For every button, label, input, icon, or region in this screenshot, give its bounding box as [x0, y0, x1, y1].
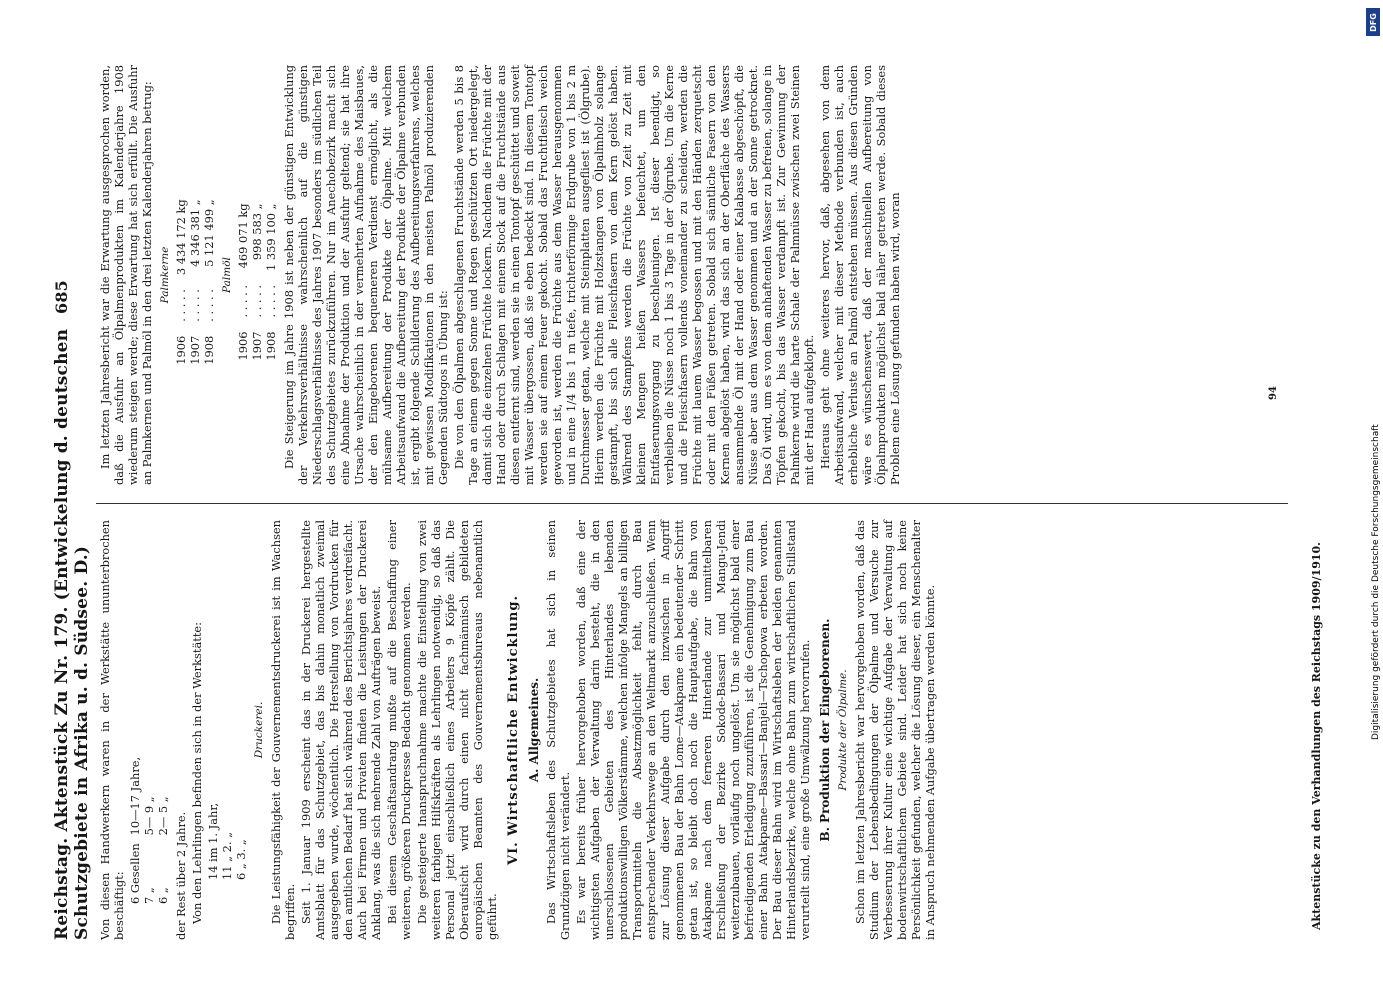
paragraph: Von den Lehrlingen befinden sich in der Werkstätte:	[190, 622, 204, 924]
paragraph: Schon im letzten Jahresbericht war hervorgehoben worden, daß das Studium der Lebensbedingungen der Ölpalme und Versuche zur Verbesserung ihrer Kultur eine wichtige Aufgabe der Verwaltung auf bodenwirtschaftlichem Gebiete sind. Leider hat sich noch keine Persönlichkeit gefunden, welcher die Lösung dieser, ein Menschenalter in Anspruch nehmenden Aufgabe übertragen werden könnte.	[853, 520, 937, 940]
page-number: 685	[52, 280, 71, 314]
palmkerne-table	[174, 185, 216, 364]
list-item: 6 „ 2— 5 „	[156, 796, 170, 904]
header-title: Reichstag. Aktenstück Zu Nr. 179. (Entwickelung d. deutschen Schutzgebiete in Afrika u. d. Südsee. D.)	[52, 328, 92, 940]
paragraph: Von diesen Handwerkern waren in der Werkstätte ununterbrochen beschäftigt:	[98, 520, 126, 940]
subheading-druckerei: Druckerei.	[253, 701, 265, 759]
paragraph: Es war bereits früher hervorgehoben worden, daß eine der wichtigsten Aufgaben der Verwaltung darin besteht, die in den unerschlossenen Gebieten des Hinterlandes lebenden produktionswilligen Völkerstämme, welchen infolge Mangels an billigen Transportmitteln die Absatzmöglichkeit fehlt, durch Bau entsprechender Verkehrswege an den Weltmarkt anzuschließen. Wenn zur Lösung dieser Aufgabe durch den inzwischen in Angriff genommenen Bau der Bahn Lome—Atakpame ein bedeutender Schritt getan ist, so bleibt doch noch die Hauptaufgabe, die Bahn von Atakpame nach dem ferneren Hinterlande zur unmittelbaren Erschließung der Bezirke Sokode-Bassari und Mangu-Jendi weiterzubauen, vorläufig noch ungelöst. Um sie möglichst bald einer befriedigenden Erledigung zuzuführen, ist die Genehmigung zum Bau einer Bahn Atakpame—Bassari—Banjeli—Tschopowa erbeten worden. Der Bau dieser Bahn wird im Wirtschaftsleben der beiden genannten Hinterlandsbezirke, welche ohne Bahn zum wirtschaftlichen Stillstand verurteilt sind, eine große Umwälzung hervorrufen.	[574, 520, 812, 940]
paragraph: Seit 1. Januar 1909 erscheint das in der Druckerei hergestellte Amtsblatt für das Schutzgebiet, das bis dahin monatlich zweimal ausgegeben wurde, wöchentlich. Die Herstellung von Vordrucken für den amtlichen Bedarf hat sich während des Berichtsjahres verdreifacht. Auch bei Firmen und Privaten finden die Leistungen der Druckerei Anklang, was die sich mehrende Zahl von Aufträgen beweist.	[299, 520, 383, 940]
page-header	[52, 280, 92, 940]
funding-note	[1368, 40, 1383, 1000]
subheading-produkte: Produkte der Ölpalme.	[837, 669, 849, 791]
paragraph: Die Leistungsfähigkeit der Gouvernementsdruckerei ist im Wachsen begriffen.	[269, 520, 297, 940]
list-item: 6 Gesellen 10—17 Jahre,	[128, 756, 142, 904]
stats-label-palmkerne: Palmkerne	[159, 246, 171, 304]
left-column	[98, 520, 939, 940]
paragraph: Hieraus geht ohne weiteres hervor, daß, abgesehen von dem Arbeitsaufwand, welcher mit dieser Methode verbunden ist, auch erhebliche Verluste an Palmöl entstehen müssen. Aus diesen Gründen wäre es wünschenswert, daß der maschinellen Aufbereitung von Ölpalmprodukten möglichst bald näher getreten werde. Sobald dieses Problem eine Lösung gefunden haben wird, woran	[818, 65, 902, 485]
journeymen-list	[128, 749, 170, 904]
section-heading-vi: VI. Wirtschaftliche Entwicklung.	[506, 595, 521, 866]
table-row: 1907 . . . . . 998 583 „	[250, 203, 264, 361]
right-column	[98, 65, 904, 485]
list-item: 6 „ 3. „	[234, 839, 248, 880]
paragraph: Die gesteigerte Inanspruchnahme machte die Einstellung von zwei weiteren farbigen Hilfskräften als Lehrlingen notwendig, so daß das Personal jetzt einschließlich eines Arbeiters 9 Köpfe zählt. Die Oberaufsicht wird durch einen nicht fachmännisch gebildeten europäischen Beamten des Gouvernementsbureaus nebenamtlich geführt.	[415, 520, 499, 940]
table-row: 1906 . . . . . 3 434 172 kg	[174, 199, 188, 365]
table-row: 1907 . . . . . 4 346 381 „	[188, 199, 202, 365]
paragraph: Im letzten Jahresbericht war die Erwartung ausgesprochen worden, daß die Ausfuhr an Ölpalmenprodukten im Kalenderjahre 1908 wiederum steigen werde; diese Erwartung hat sich erfüllt. Die Ausfuhr an Palmkernen und Palmöl in den drei letzten Kalenderjahren betrug:	[98, 65, 154, 485]
apprentice-list	[206, 520, 248, 880]
paragraph: Bei diesem Geschäftsandrang mußte auf die Beschaffung einer weiteren, größeren Druckpresse Bedacht genommen werden.	[385, 520, 413, 940]
list-item: 11 „ 2. „	[220, 831, 234, 880]
dfg-logo-icon: DFG	[1366, 8, 1380, 36]
table-row: 1908 . . . . . 1 359 100 „	[264, 203, 278, 361]
signature-mark: 94	[1268, 386, 1279, 400]
paragraph: Das Wirtschaftsleben des Schutzgebietes hat sich in seinen Grundzügen nicht verändert.	[544, 520, 572, 940]
list-item: 14 im 1. Jahr,	[206, 802, 220, 880]
funding-note-text: Digitalisierung gefördert durch die Deutsche Forschungsgemeinschaft	[1371, 424, 1381, 740]
palmoel-table	[236, 189, 278, 360]
table-row: 1906 . . . . . 469 071 kg	[236, 203, 250, 361]
page-footer: Aktenstücke zu den Verhandlungen des Reichstags 1909/1910.	[1310, 542, 1323, 930]
section-heading-b: B. Produktion der Eingeborenen.	[818, 618, 832, 842]
section-heading-a: A. Allgemeines.	[527, 677, 541, 783]
column-divider	[96, 503, 1288, 504]
table-row: 1908 . . . . . 5 121 499 „	[202, 199, 216, 365]
paragraph: der Rest über 2 Jahre.	[174, 811, 188, 940]
list-item: 7 „ 5— 9 „	[142, 796, 156, 904]
stats-label-palmoel: Palmöl	[221, 257, 233, 293]
paragraph: Die Steigerung im Jahre 1908 ist neben der günstigen Entwicklung der Verkehrsverhältnisse wahrscheinlich auf die günstigen Niederschlagsverhältnisse des Jahres 1907 besonders im südlichen Teil des Schutzgebietes zurückzuführen. Nur im Anechobezirk macht sich eine Abnahme der Produktion und der Ausfuhr geltend; sie hat ihre Ursache wahrscheinlich in der vermehrten Aufnahme des Maisbaues, der den Eingeborenen bequemeren Verdienst ermöglicht, als die mühsame Aufbereitung der Produkte der Ölpalme. Mit welchem Arbeitsaufwand die Aufbereitung der Produkte der Ölpalme verbunden ist, ergibt folgende Schilderung des Aufbereitungsverfahrens, welches mit gewissen Modifikationen in den meisten Palmöl produzierenden Gegenden Südtogos in Übung ist:	[282, 65, 450, 485]
paragraph: Die von den Ölpalmen abgeschlagenen Fruchtstände werden 5 bis 8 Tage an einem gegen Sonne und Regen geschützten Ort niedergelegt, damit sich die einzelnen Früchte lockern. Nachdem die Früchte mit der Hand oder durch Schlagen mit einem Stock auf die Fruchtstände aus diesen entfernt sind, werden sie in einen Tontopf geschüttet und soweit mit Wasser übergossen, daß sie eben bedeckt sind. In diesem Tontopf werden sie auf einem Feuer gekocht. Sobald das Fruchtfleisch weich geworden ist, werden die Früchte aus dem Wasser herausgenommen und in eine 1/4 bis 1 m tiefe, trichterförmige Erdgrube von 1 bis 2 m Durchmesser getan, welche mit Steinplatten ausgefliest ist (Ölgrube). Hierin werden die Früchte mit Holzstangen von Ölpalmholz solange gestampft, bis sich alle Fleischfasern von dem Kern gelöst haben. Während des Stampfens werden die Früchte von Zeit zu Zeit mit kleinen Mengen heißen Wassers befeuchtet, um den Entfaserungsvorgang zu beschleunigen. Ist dieser beendigt, so verbleiben die Nüsse noch 1 bis 3 Tage in der Ölgrube. Um die Kerne und die Fleischfasern vollends voneinander zu scheiden, werden die Früchte mit lauem Wasser begossen und mit den Händen zerquetscht oder mit den Füßen getreten. Sobald sich sämtliche Fasern von den Kernen abgelöst haben, wird das sich an der Oberfläche des Wassers ansammelnde Öl mit der Hand oder einer Kalabasse abgeschöpft, die Nüsse aber aus dem Wasser genommen und an der Sonne getrocknet. Das Öl wird, um es von dem anhaftenden Wasser zu befreien, solange in Töpfen gekocht, bis das Wasser verdampft ist. Zur Gewinnung der Palmkerne wird die harte Schale der Palmnüsse zwischen zwei Steinen mit der Hand aufgeklopft.	[452, 65, 816, 485]
